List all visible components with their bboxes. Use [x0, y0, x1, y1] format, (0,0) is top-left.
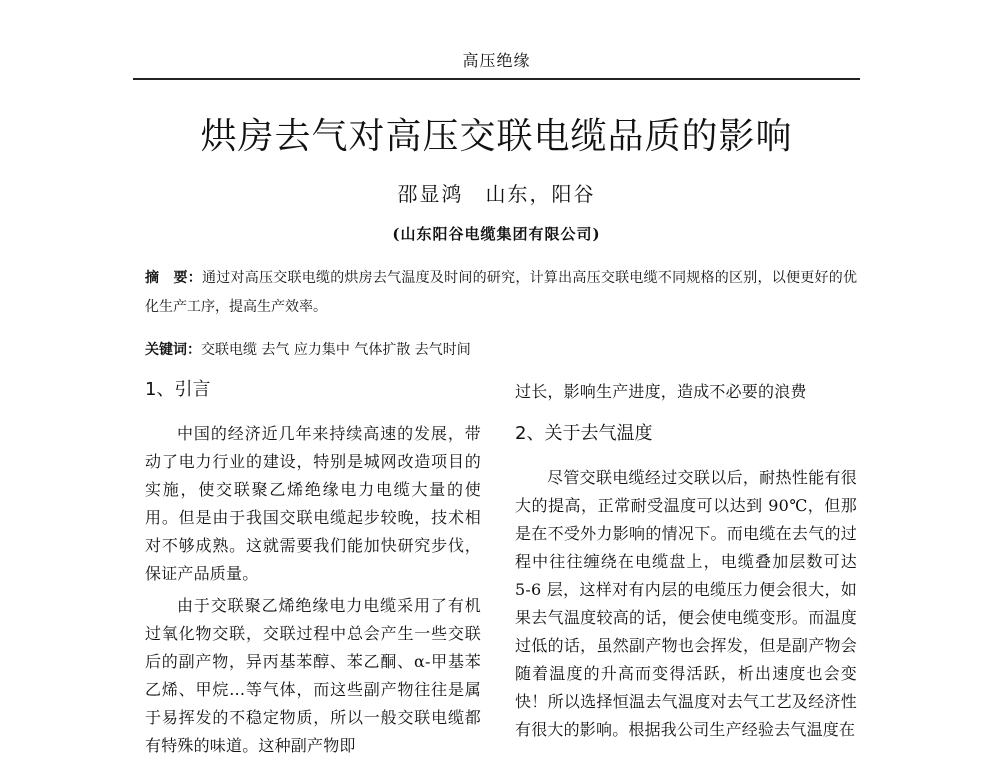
- intro-paragraph-2: 由于交联聚乙烯绝缘电力电缆采用了有机过氧化物交联，交联过程中总会产生一些交联后的副产物，异丙基苯醇、苯乙酮、α-甲基苯乙烯、甲烷…等气体，而这些副产物往往是属于易挥发的不稳定物质，所以一般交联电缆都有特殊的味道。这种副产物即: [145, 596, 481, 755]
- running-header: 高压绝缘: [462, 51, 531, 70]
- keywords-label: 关键词：: [145, 342, 201, 358]
- paper-title: 烘房去气对高压交联电缆品质的影响: [200, 116, 793, 157]
- abstract-text: 通过对高压交联电缆的烘房去气温度及时间的研究，计算出高压交联电缆不同规格的区别，以便更好的优化生产工序，提高生产效率。: [145, 270, 858, 315]
- left-column: [145, 378, 481, 760]
- keywords: [145, 339, 857, 361]
- section-2-heading: 2、关于去气温度: [515, 423, 653, 444]
- section-1-heading: 1、引言: [145, 379, 211, 400]
- paper-authors: 邵显鸿 山东，阳谷: [397, 182, 596, 206]
- keywords-text: 交联电缆 去气 应力集中 气体扩散 去气时间: [201, 342, 471, 358]
- degassing-paragraph: 尽管交联电缆经过交联以后，耐热性能有很大的提高，正常耐受温度可以达到 90℃，但那是在不受外力影响的情况下。而电缆在去气的过程中往往缠绕在电缆盘上，电缆叠加层数可达 5-6 层，这样对有内层的电缆压力便会很大，如果去气温度较高的话，便会使电缆变形。而温度过低的话，虽然副产物也会挥发，但是副产物会随着温度的升高而变得活跃，析出速度也会变快！所以选择恒温去气温度对去气工艺及经济性有很大的影响。根据我公司生产经验去气温度在: [515, 468, 857, 739]
- abstract: [145, 264, 857, 322]
- right-column: [515, 378, 857, 744]
- abstract-label: 摘 要：: [145, 270, 202, 286]
- intro-paragraph-1: 中国的经济近几年来持续高速的发展，带动了电力行业的建设，特别是城网改造项目的实施，使交联聚乙烯绝缘电力电缆大量的使用。但是由于我国交联电缆起步较晚，技术相对不够成熟。这就需要我们能加快研究步伐，保证产品质量。: [145, 424, 481, 583]
- paper-affiliation: (山东阳谷电缆集团有限公司): [392, 225, 601, 243]
- header-rule: [133, 78, 860, 80]
- continued-text: 过长，影响生产进度，造成不必要的浪费: [515, 382, 807, 401]
